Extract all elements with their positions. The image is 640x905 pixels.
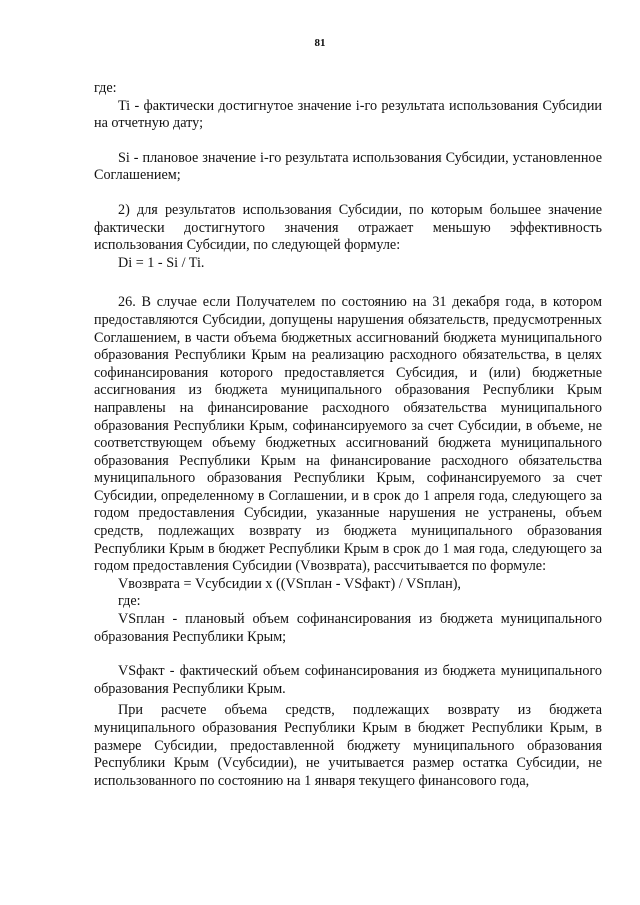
calculation-note-paragraph: При расчете объема средств, подлежащих возврату из бюджета муниципального образования Республики Крым в бюджет Республики Крым, в размере Субсидии, предоставленной бюджету муниципального образования Республики Крым (Vсубсидии), не учитывается размер остатка Субсидии, не использованного по состоянию на 1 января текущего финансового года, [94,702,602,789]
vsfakt-definition: VSфакт - фактический объем софинансирования из бюджета муниципального образования Республики Крым. [94,663,602,697]
vsplan-definition: VSплан - плановый объем софинансирования из бюджета муниципального образования Республики Крым; [94,611,602,645]
formula-di: Di = 1 - Si / Ti. [118,254,205,271]
si-definition: Si - плановое значение i-го результата использования Субсидии, установленное Соглашением; [94,149,602,184]
where-label-2: где: [118,593,141,610]
formula-v-return: Vвозврата = Vсубсидии x ((VSплан - VSфакт) / VSплан), [118,575,461,592]
page-number: 81 [314,37,326,49]
item-26-paragraph: 26. В случае если Получателем по состоянию на 31 декабря года, в котором предоставляются Субсидии, допущены нарушения обязательств, предусмотренных Соглашением, в части объема бюджетных ассигнований бюджета муниципального образования Республики Крым на реализацию расходного обязательства, в целях софинансирования которого предоставляется Субсидия, и (или) бюджетные ассигнования из бюджета муниципального образования Республики Крым направлены на финансирование расходного обязательства муниципального образования Республики Крым, софинансируемого за счет Субсидии, в объеме, не соответствующем объему бюджетных ассигнований бюджета муниципального образования Республики Крым на финансирование расходного обязательства муниципального образования Республики Крым, софинансируемого за счет Субсидии, определенному в Соглашении, и в срок до 1 апреля года, следующего за годом предоставления Субсидии, указанные нарушения не устранены, объем средств, подлежащих возврату из бюджета муниципального образования Республики Крым в бюджет Республики Крым в срок до 1 мая года, следующего за годом предоставления Субсидии (Vвозврата), рассчитывается по формуле: [94,294,602,575]
item-2-paragraph: 2) для результатов использования Субсидии, по которым большее значение фактически достигнутого значения отражает меньшую эффективность использования Субсидии, по следующей формуле: [94,201,602,254]
where-label: где: [94,80,117,96]
document-body [94,80,602,790]
ti-definition: Ti - фактически достигнутое значение i-го результата использования Субсидии на отчетную дату; [94,97,602,132]
